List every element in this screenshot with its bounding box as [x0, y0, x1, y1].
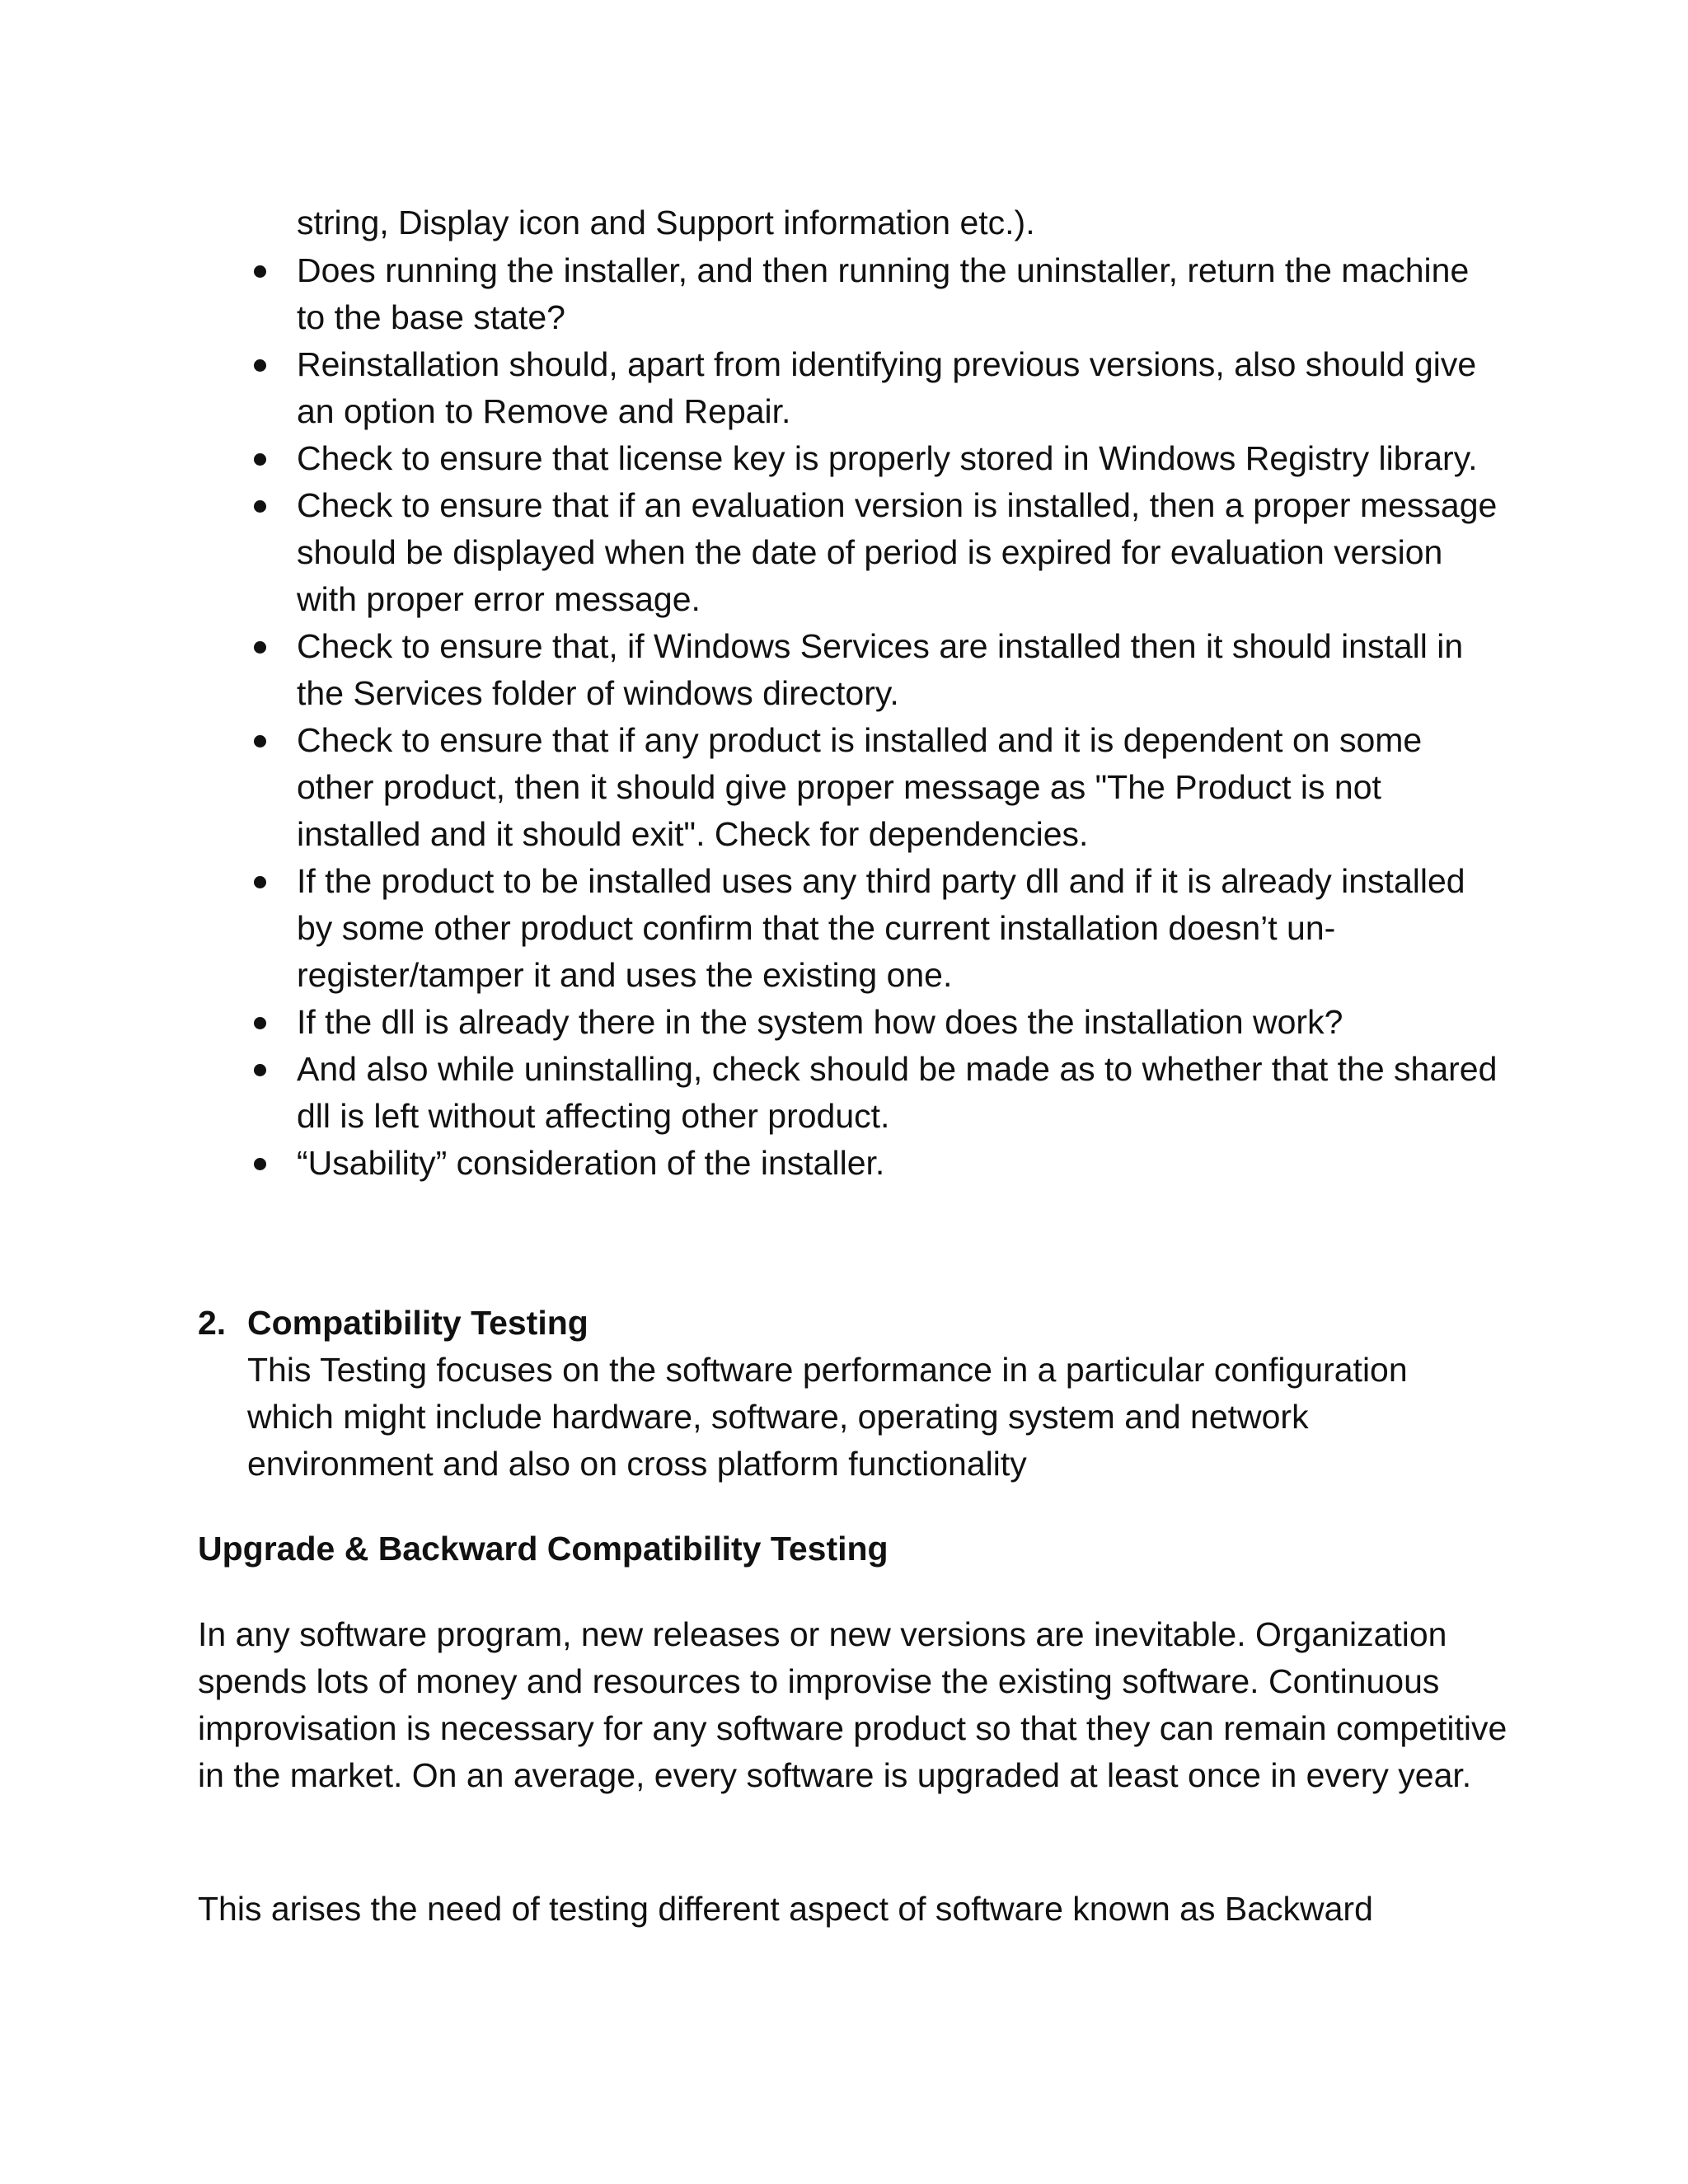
- bullet-icon: [254, 1017, 266, 1029]
- list-item-text: Does running the installer, and then running the uninstaller, return the machine to the base state?: [297, 251, 1470, 336]
- list-item: [297, 247, 1500, 341]
- list-item-text: Check to ensure that license key is properly stored in Windows Registry library.: [297, 439, 1478, 477]
- list-item-text: If the product to be installed uses any third party dll and if it is already installed by some other product confirm that the current installation doesn’t un-register/tamper it and uses the existing one.: [297, 862, 1465, 994]
- bullet-icon: [254, 359, 266, 372]
- list-item-text: If the dll is already there in the system how does the installation work?: [297, 1003, 1343, 1041]
- bullet-icon: [254, 735, 266, 748]
- list-item: [297, 1140, 1500, 1187]
- list-item-text: And also while uninstalling, check should be made as to whether that the shared dll is left without affecting other product.: [297, 1050, 1498, 1135]
- bullet-icon: [254, 265, 266, 278]
- compatibility-testing-section: [198, 1300, 1517, 1488]
- section-number: 2.: [198, 1304, 227, 1342]
- list-item: [297, 858, 1500, 999]
- list-item: [297, 999, 1500, 1046]
- list-item-text: Reinstallation should, apart from identifying previous versions, also should give an option to Remove and Repair.: [297, 345, 1477, 430]
- installer-checklist: [297, 247, 1500, 1187]
- upgrade-heading: Upgrade & Backward Compatibility Testing: [198, 1530, 889, 1568]
- list-item: [297, 435, 1500, 482]
- list-item-text: Check to ensure that if any product is installed and it is dependent on some other product, then it should give proper message as "The Product is not installed and it should exit". Check for dependencies.: [297, 721, 1423, 853]
- bullet-icon: [254, 1064, 266, 1076]
- list-item: [297, 1046, 1500, 1140]
- bullet-icon: [254, 453, 266, 466]
- section-body: This Testing focuses on the software performance in a particular configuration which might include hardware, software, operating system and network environment and also on cross platform functionality: [247, 1351, 1408, 1483]
- list-item-text: “Usability” consideration of the installer.: [297, 1144, 885, 1182]
- bullet-icon: [254, 876, 266, 888]
- bullet-icon: [254, 500, 266, 513]
- bullet-icon: [254, 641, 266, 654]
- list-item: [297, 717, 1500, 858]
- list-item-text: Check to ensure that if an evaluation version is installed, then a proper message should be displayed when the date of period is expired for evaluation version with proper error message.: [297, 486, 1498, 618]
- list-item-text: Check to ensure that, if Windows Services are installed then it should install in the Services folder of windows directory.: [297, 627, 1464, 712]
- upgrade-paragraph-1: In any software program, new releases or new versions are inevitable. Organization spends lots of money and resources to improvise the existing software. Continuous improvisation is necessary for any software product so that they can remain competitive in the market. On an average, every software is upgraded at least once in every year.: [198, 1615, 1507, 1794]
- list-item: [297, 482, 1500, 623]
- list-item: [297, 341, 1500, 435]
- continuation-text: string, Display icon and Support information etc.).: [297, 204, 1035, 241]
- bullet-icon: [254, 1158, 266, 1170]
- section-heading: Compatibility Testing: [247, 1304, 588, 1342]
- upgrade-paragraph-2: This arises the need of testing different aspect of software known as Backward: [198, 1890, 1373, 1928]
- list-item: [297, 623, 1500, 717]
